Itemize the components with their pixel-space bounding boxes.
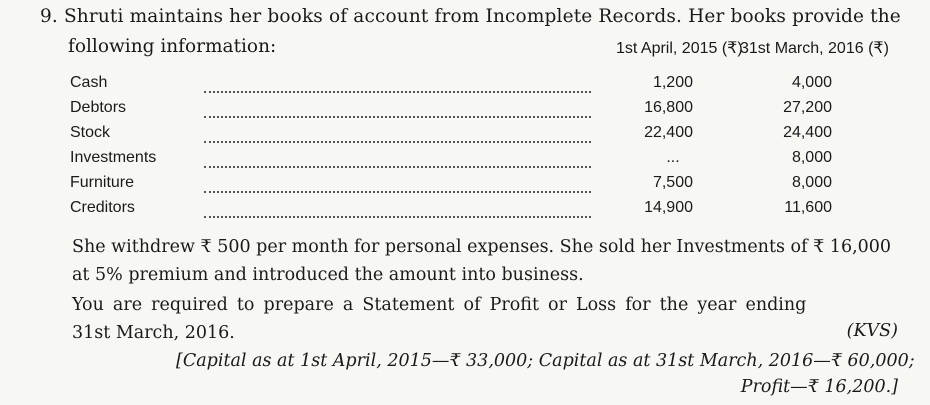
closing-value: 27,200 — [783, 99, 832, 116]
closing-value: 8,000 — [791, 149, 832, 166]
closing-value: 11,600 — [784, 199, 832, 216]
opening-value: 16,800 — [644, 99, 693, 116]
paragraph-1-line2: at 5% premium and introduced the amount into business. — [72, 265, 584, 285]
table-row-stock — [0, 124, 930, 149]
dotted-leader — [204, 141, 591, 143]
dotted-leader — [204, 91, 591, 93]
paragraph-2-line1: You are required to prepare a Statement of Profit or Loss for the year ending — [72, 295, 807, 315]
opening-value: 7,500 — [652, 174, 693, 191]
table-row-debtors — [0, 99, 930, 124]
dotted-leader — [204, 166, 591, 168]
row-label: Stock — [70, 124, 111, 141]
column-header-opening: 1st April, 2015 (₹) — [616, 40, 743, 57]
paragraph-2-line2: 31st March, 2016. — [72, 323, 235, 343]
row-label: Cash — [70, 74, 108, 91]
row-label: Investments — [70, 149, 157, 166]
table-row-cash — [0, 74, 930, 99]
row-label: Furniture — [70, 174, 135, 191]
opening-value: 1,200 — [652, 74, 693, 91]
row-label: Debtors — [70, 99, 127, 116]
source-tag: (KVS) — [846, 321, 898, 341]
table-row-creditors — [0, 199, 930, 224]
dotted-leader — [204, 216, 591, 218]
row-label: Creditors — [70, 199, 135, 216]
table-row-furniture — [0, 174, 930, 199]
column-header-closing: 31st March, 2016 (₹) — [740, 40, 889, 57]
opening-value: 22,400 — [644, 124, 693, 141]
paragraph-1-line1: She withdrew ₹ 500 per month for personal expenses. She sold her Investments of ₹ 16,000 — [72, 237, 892, 257]
question-text-line2: following information: — [68, 36, 277, 57]
opening-value: ... — [666, 149, 680, 166]
closing-value: 8,000 — [791, 174, 832, 191]
closing-value: 24,400 — [783, 124, 832, 141]
dotted-leader — [204, 116, 591, 118]
table-row-investments — [0, 149, 930, 174]
question-text-line1: 9. Shruti maintains her books of account from Incomplete Records. Her books provide the — [40, 6, 901, 27]
opening-value: 14,900 — [644, 199, 693, 216]
answer-line2: Profit—₹ 16,200.] — [740, 377, 898, 397]
dotted-leader — [204, 191, 591, 193]
answer-line1: [Capital as at 1st April, 2015—₹ 33,000; Capital as at 31st March, 2016—₹ 60,000; — [176, 351, 915, 371]
closing-value: 4,000 — [791, 74, 832, 91]
